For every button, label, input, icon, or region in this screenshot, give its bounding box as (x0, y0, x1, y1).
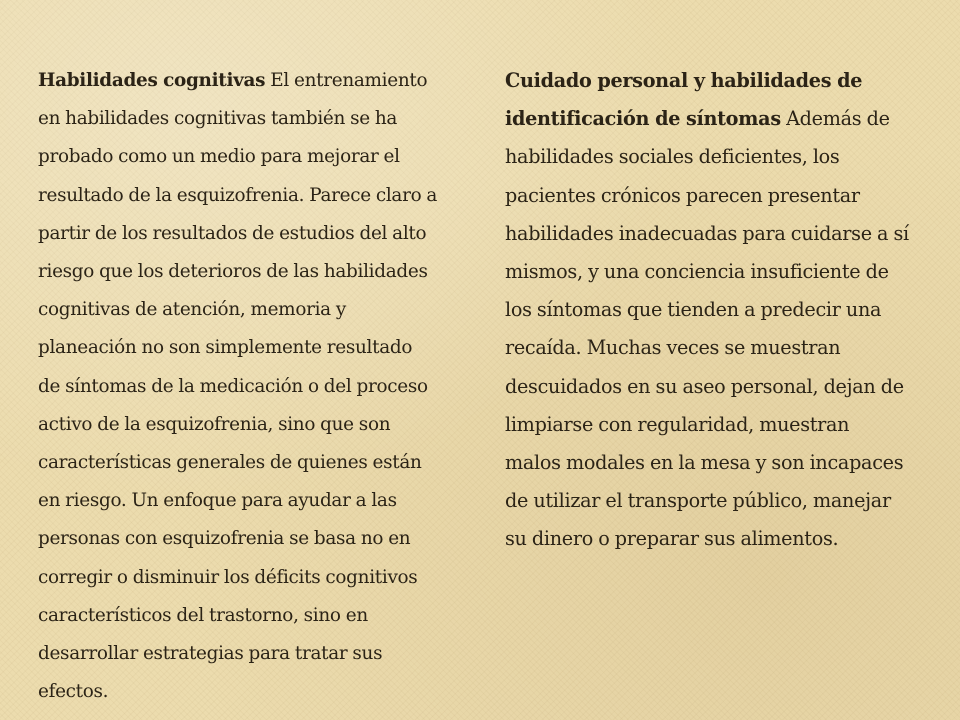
right-text-column (505, 62, 910, 559)
left-text-column (38, 62, 438, 711)
self-care-heading: Cuidado personal y habilidades de identificación de síntomas (505, 69, 863, 131)
cognitive-skills-body: El entrenamiento en habilidades cognitivas también se ha probado como un medio para mejorar el resultado de la esquizofrenia. Parece claro a partir de los resultados de estudios del alto riesgo que los deterioros de las habilidades cognitivas de atención, memoria y planeación no son simplemente resultado de síntomas de la medicación o del proceso activo de la esquizofrenia, sino que son características generales de quienes están en riesgo. Un enfoque para ayudar a las personas con esquizofrenia se basa no en corregir o disminuir los déficits cognitivos característicos del trastorno, sino en desarrollar estrategias para tratar sus efectos. (38, 70, 438, 703)
self-care-body: Además de habilidades sociales deficientes, los pacientes crónicos parecen presentar habilidades inadecuadas para cuidarse a sí mismos, y una conciencia insuficiente de los síntomas que tienden a predecir una recaída. Muchas veces se muestran descuidados en su aseo personal, dejan de limpiarse con regularidad, muestran malos modales en la mesa y son incapaces de utilizar el transporte público, manejar su dinero o preparar sus alimentos. (505, 107, 909, 551)
cognitive-skills-heading: Habilidades cognitivas (38, 70, 266, 91)
